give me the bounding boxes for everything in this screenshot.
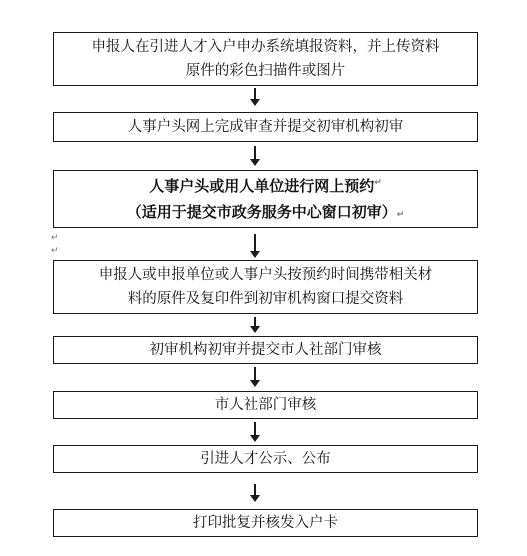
step-1-line-2: 原件的彩色扫描件或图片: [185, 63, 346, 79]
step-3-line-2: （适用于提交市政务服务中心窗口初审）↵: [126, 203, 405, 221]
step-7-line-1: 引进人才公示、公布: [200, 451, 331, 467]
arrow-3-to-4: [250, 234, 260, 258]
step-3-line-1: 人事户头或用人单位进行网上预约↵: [149, 177, 382, 195]
return-mark-2: ↵: [51, 246, 59, 256]
arrow-2-to-3: [250, 146, 260, 166]
arrow-5-to-6: [250, 367, 260, 387]
step-5-line-1: 初审机构初审并提交市人社部门审核: [149, 342, 382, 358]
step-6-line-1: 市人社部门审核: [214, 397, 317, 413]
flow-step-4: [53, 260, 478, 314]
flow-step-6: [53, 391, 478, 419]
flow-step-3: [53, 170, 478, 228]
arrow-7-to-8: [250, 484, 260, 502]
arrow-1-to-2: [250, 88, 260, 106]
flow-step-7: [53, 445, 478, 473]
step-1-line-1: 申报人在引进人才入户申办系统填报资料，并上传资料: [91, 39, 440, 55]
arrow-4-to-5: [250, 317, 260, 333]
arrow-6-to-7: [250, 422, 260, 442]
flow-step-5: [53, 336, 478, 364]
flow-step-8: [53, 509, 478, 537]
step-4-line-2: 料的原件及复印件到初审机构窗口提交资料: [127, 291, 404, 307]
flow-step-1: [53, 32, 478, 86]
flow-step-2: [53, 112, 478, 142]
step-4-line-1: 申报人或申报单位或人事户头按预约时间携带相关材: [98, 267, 433, 283]
return-mark-1: ↵: [51, 233, 59, 243]
step-8-line-1: 打印批复并核发入户卡: [193, 515, 338, 531]
step-2-line-1: 人事户头网上完成审查并提交初审机构初审: [127, 119, 404, 135]
